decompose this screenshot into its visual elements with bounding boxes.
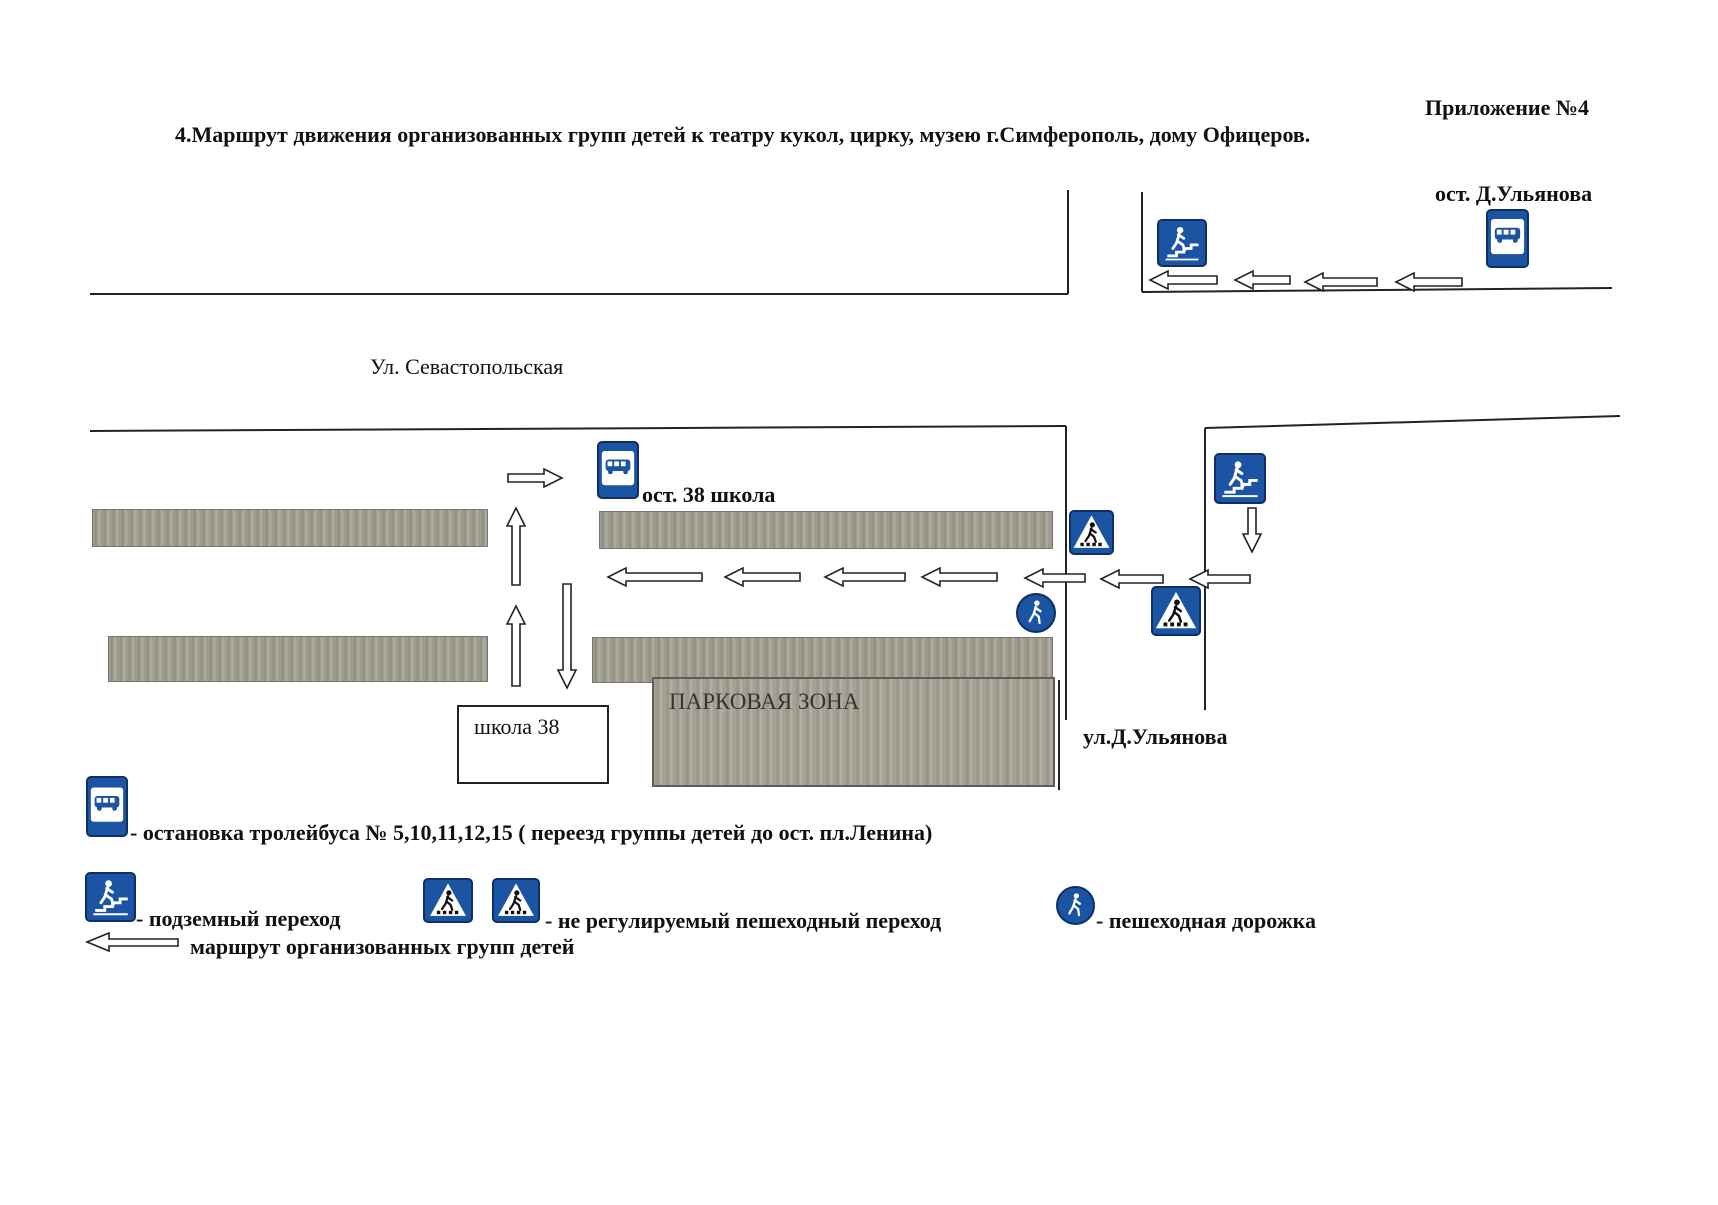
route-arrow-icon [1150,271,1217,289]
stop-school-label: ост. 38 школа [642,482,776,507]
route-arrow-icon [1235,271,1290,289]
legend-trolleybus-stop-icon [86,776,128,837]
sidewalk-strip [92,509,488,547]
route-arrow-icon [1396,273,1462,291]
route-arrow-icon [507,606,525,686]
street-ulyanova-label: ул.Д.Ульянова [1083,724,1228,749]
route-arrow-icon [558,584,576,688]
route-arrow-icon [825,568,905,586]
trolleybus-stop-icon [1486,209,1529,268]
legend-underpass-icon [85,872,136,922]
route-arrow-icon [1190,570,1250,588]
legend-underpass-text: - подземный переход [136,906,341,931]
stop-ulyanova-label: ост. Д.Ульянова [1435,181,1593,206]
route-arrow-icon [1243,508,1261,552]
page-title: 4.Маршрут движения организованных групп детей к театру кукол, цирку, музею г.Симферополь, дому Офицеров. [175,122,1311,147]
legend-crosswalk-icon [423,878,473,923]
road-edge [1205,416,1620,428]
footpath-icon [1016,593,1056,633]
road-edge [1142,288,1612,292]
legend-footpath-text: - пешеходная дорожка [1096,908,1317,933]
trolleybus-stop-icon [597,441,639,499]
route-arrow-icon [922,568,997,586]
appendix-label: Приложение №4 [1425,95,1589,120]
route-arrow-icon [725,568,800,586]
park-zone-label: ПАРКОВАЯ ЗОНА [669,689,860,714]
legend-bus-stop-text: - остановка тролейбуса № 5,10,11,12,15 ( переезд группы детей до ост. пл.Ленина) [130,820,933,845]
route-arrow-icon [1305,273,1377,291]
crosswalk-icon [1151,586,1201,636]
school-label: школа 38 [474,714,560,739]
underpass-icon [1157,219,1207,267]
route-arrow-icon [508,469,562,487]
legend-route-arrow-icon [84,928,184,958]
street-sevastopolskaya-label: Ул. Севастопольская [370,354,564,379]
underpass-icon [1214,453,1266,504]
crosswalk-icon [1069,510,1114,555]
legend-route-text: маршрут организованных групп детей [190,934,575,959]
sidewalk-strip [108,636,488,682]
legend-crosswalk-text: - не регулируемый пешеходный переход [545,908,942,933]
road-edge [90,426,1066,431]
sidewalk-strip [599,511,1053,549]
legend-crosswalk-icon [492,878,540,923]
route-arrow-icon [608,568,702,586]
legend-footpath-icon [1056,886,1095,925]
route-arrow-icon [507,508,525,585]
route-arrow-icon [1025,569,1085,587]
